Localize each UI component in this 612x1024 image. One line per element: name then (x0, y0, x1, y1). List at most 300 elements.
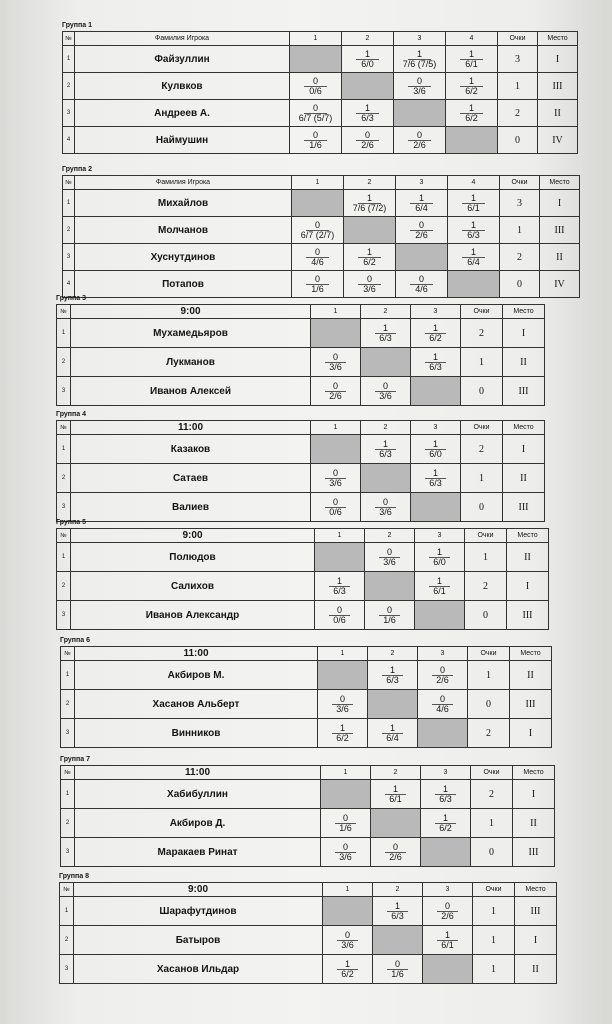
header-num: № (61, 766, 75, 780)
match-win: 0 (325, 382, 346, 392)
player-num: 2 (57, 348, 71, 377)
player-name: Акбиров Д. (75, 809, 321, 838)
table-header (57, 421, 545, 435)
player-row (57, 493, 545, 522)
match-cell (448, 194, 499, 213)
player-name: Иванов Алексей (71, 377, 311, 406)
match-result (415, 543, 465, 572)
player-row (60, 926, 557, 955)
match-result (292, 271, 344, 298)
match-win: 1 (382, 666, 403, 676)
header-points: Очки (465, 529, 507, 543)
match-score: 6/1 (467, 202, 480, 213)
match-result (411, 464, 461, 493)
match-cell (418, 695, 467, 714)
match-score: 6/4 (415, 202, 428, 213)
match-cell (418, 666, 467, 685)
match-result (371, 838, 421, 867)
group-table (62, 31, 578, 154)
match-cell (421, 785, 470, 804)
match-score: 6/1 (441, 939, 454, 950)
match-score: 6/4 (467, 256, 480, 267)
table-header (57, 305, 545, 319)
header-num: № (57, 421, 71, 435)
match-result (411, 348, 461, 377)
player-place: I (510, 719, 552, 748)
player-points: 1 (473, 955, 515, 984)
match-result (423, 926, 473, 955)
player-row (63, 271, 580, 298)
match-cell (423, 931, 472, 950)
match-score: 6/1 (389, 793, 402, 804)
match-cell (411, 324, 460, 343)
header-col-2: 2 (373, 883, 423, 897)
match-result (342, 100, 394, 127)
match-result (373, 897, 423, 926)
player-points: 1 (473, 926, 515, 955)
player-place: III (507, 601, 549, 630)
match-win: 1 (435, 814, 456, 824)
header-place: Место (515, 883, 557, 897)
self-match-cell (411, 377, 461, 406)
match-win: 1 (382, 724, 403, 734)
match-score: 6/1 (433, 585, 446, 596)
player-place: IV (540, 271, 580, 298)
match-score: 2/6 (413, 139, 426, 150)
player-num: 3 (63, 100, 75, 127)
header-place: Место (510, 647, 552, 661)
header-col-3: 3 (421, 766, 471, 780)
match-result (373, 955, 423, 984)
group-table (56, 304, 545, 406)
player-num: 1 (63, 46, 75, 73)
match-win: 1 (425, 469, 446, 479)
match-result (342, 127, 394, 154)
player-row (63, 217, 580, 244)
match-score: 2/6 (436, 674, 449, 685)
player-place: III (515, 897, 557, 926)
header-place: Место (507, 529, 549, 543)
match-result (290, 100, 342, 127)
header-points: Очки (498, 32, 538, 46)
match-result (446, 100, 498, 127)
match-result (311, 464, 361, 493)
self-match-cell (311, 435, 361, 464)
group-table (56, 420, 545, 522)
header-name: Фамилия Игрока (75, 176, 292, 190)
match-score: 6/3 (391, 910, 404, 921)
match-score: 7/6 (7/5) (402, 58, 437, 69)
table-header (63, 176, 580, 190)
match-cell (290, 104, 341, 123)
player-place: III (503, 377, 545, 406)
self-match-cell (448, 271, 500, 298)
player-name: Хабибуллин (75, 780, 321, 809)
match-result (411, 319, 461, 348)
player-row (61, 719, 552, 748)
self-match-cell (361, 464, 411, 493)
player-place: I (538, 46, 578, 73)
match-win: 1 (435, 785, 456, 795)
player-points: 1 (471, 809, 513, 838)
header-col-4: 4 (446, 32, 498, 46)
match-score: 6/2 (465, 112, 478, 123)
match-result (361, 377, 411, 406)
match-cell (373, 960, 422, 979)
start-time: 9:00 (71, 529, 315, 543)
header-place: Место (513, 766, 555, 780)
self-match-cell (344, 217, 396, 244)
header-col-3: 3 (411, 305, 461, 319)
match-score: 3/6 (329, 361, 342, 372)
match-result (368, 719, 418, 748)
self-match-cell (323, 897, 373, 926)
player-place: II (507, 543, 549, 572)
player-num: 2 (63, 217, 75, 244)
match-result (418, 661, 468, 690)
header-place: Место (538, 32, 578, 46)
player-name: Лукманов (71, 348, 311, 377)
player-num: 4 (63, 127, 75, 154)
player-name: Казаков (71, 435, 311, 464)
self-match-cell (365, 572, 415, 601)
player-points: 2 (498, 100, 538, 127)
player-row (63, 100, 578, 127)
match-result (394, 127, 446, 154)
match-score: 4/6 (436, 703, 449, 714)
self-match-cell (396, 244, 448, 271)
match-cell (318, 695, 367, 714)
player-place: I (513, 780, 555, 809)
player-row (57, 348, 545, 377)
match-win: 1 (460, 50, 483, 60)
match-win: 0 (358, 275, 381, 285)
match-win: 1 (375, 324, 396, 334)
header-col-3: 3 (411, 421, 461, 435)
match-result (415, 572, 465, 601)
match-cell (292, 221, 343, 240)
match-cell (448, 248, 499, 267)
player-row (61, 838, 555, 867)
self-match-cell (418, 719, 468, 748)
match-score: 6/7 (2/7) (300, 229, 335, 240)
player-points: 2 (468, 719, 510, 748)
match-result (290, 73, 342, 100)
match-result (418, 690, 468, 719)
group-title: Группа 8 (59, 873, 89, 880)
player-num: 3 (57, 493, 71, 522)
player-num: 2 (57, 464, 71, 493)
match-win: 0 (325, 469, 346, 479)
match-win: 1 (462, 248, 485, 258)
player-row (63, 46, 578, 73)
self-match-cell (361, 348, 411, 377)
match-win: 0 (379, 548, 400, 558)
player-num: 2 (60, 926, 74, 955)
group-title: Группа 1 (62, 22, 92, 29)
match-cell (421, 814, 470, 833)
match-win: 1 (408, 50, 431, 60)
match-cell (371, 843, 420, 862)
player-num: 1 (61, 780, 75, 809)
match-cell (311, 382, 360, 401)
match-cell (371, 785, 420, 804)
player-place: I (503, 435, 545, 464)
group-title: Группа 3 (56, 295, 86, 302)
group-title: Группа 7 (60, 756, 90, 763)
self-match-cell (321, 780, 371, 809)
player-name: Наймушин (75, 127, 290, 154)
header-col-1: 1 (315, 529, 365, 543)
player-points: 2 (471, 780, 513, 809)
header-place: Место (503, 421, 545, 435)
player-place: I (540, 190, 580, 217)
match-result (315, 601, 365, 630)
match-score: 3/6 (329, 477, 342, 488)
match-cell (311, 498, 360, 517)
match-result (292, 217, 344, 244)
match-win: 0 (408, 77, 431, 87)
header-points: Очки (500, 176, 540, 190)
group-table (60, 646, 552, 748)
match-win: 1 (358, 248, 381, 258)
match-cell (411, 440, 460, 459)
player-place: II (515, 955, 557, 984)
self-match-cell (315, 543, 365, 572)
player-place: II (503, 348, 545, 377)
match-score: 3/6 (379, 506, 392, 517)
self-match-cell (373, 926, 423, 955)
self-match-cell (415, 601, 465, 630)
player-row (63, 244, 580, 271)
header-col-3: 3 (423, 883, 473, 897)
player-points: 0 (498, 127, 538, 154)
header-name: Фамилия Игрока (75, 32, 290, 46)
match-result (323, 955, 373, 984)
match-cell (411, 353, 460, 372)
match-win: 1 (462, 194, 485, 204)
match-result (342, 46, 394, 73)
match-cell (368, 666, 417, 685)
match-result (344, 244, 396, 271)
match-win: 1 (425, 440, 446, 450)
match-win: 1 (387, 902, 408, 912)
group-table (62, 175, 580, 298)
match-cell (365, 606, 414, 625)
match-cell (292, 275, 343, 294)
match-result (290, 127, 342, 154)
player-name: Хасанов Ильдар (74, 955, 323, 984)
match-cell (311, 353, 360, 372)
header-points: Очки (473, 883, 515, 897)
header-col-3: 3 (396, 176, 448, 190)
player-row (57, 435, 545, 464)
match-win: 0 (385, 843, 406, 853)
group-table (56, 528, 549, 630)
player-name: Молчанов (75, 217, 292, 244)
match-win: 1 (375, 440, 396, 450)
player-row (57, 572, 549, 601)
header-col-2: 2 (342, 32, 394, 46)
player-row (61, 780, 555, 809)
player-row (57, 601, 549, 630)
match-result (421, 809, 471, 838)
self-match-cell (292, 190, 344, 217)
player-points: 1 (473, 897, 515, 926)
match-result (361, 435, 411, 464)
match-win: 0 (325, 353, 346, 363)
match-score: 6/0 (433, 556, 446, 567)
match-win: 0 (332, 695, 353, 705)
match-result (446, 73, 498, 100)
match-win: 0 (304, 131, 327, 141)
match-score: 2/6 (361, 139, 374, 150)
group-table (60, 765, 555, 867)
match-score: 1/6 (383, 614, 396, 625)
match-score: 6/2 (465, 85, 478, 96)
group-title: Группа 2 (62, 166, 92, 173)
player-num: 3 (57, 601, 71, 630)
player-place: II (510, 661, 552, 690)
player-row (63, 73, 578, 100)
self-match-cell (421, 838, 471, 867)
match-cell (315, 577, 364, 596)
match-cell (323, 931, 372, 950)
header-num: № (57, 305, 71, 319)
match-win: 0 (410, 221, 433, 231)
match-cell (321, 843, 370, 862)
player-points: 0 (468, 690, 510, 719)
player-points: 0 (500, 271, 540, 298)
player-name: Батыров (74, 926, 323, 955)
match-cell (415, 577, 464, 596)
header-col-4: 4 (448, 176, 500, 190)
match-win: 0 (375, 498, 396, 508)
player-points: 1 (498, 73, 538, 100)
match-win: 0 (304, 104, 327, 114)
player-place: II (538, 100, 578, 127)
match-cell (342, 131, 393, 150)
player-num: 3 (63, 244, 75, 271)
player-points: 0 (471, 838, 513, 867)
match-cell (415, 548, 464, 567)
player-name: Хуснутдинов (75, 244, 292, 271)
match-score: 1/6 (391, 968, 404, 979)
player-name: Сатаев (71, 464, 311, 493)
player-points: 1 (500, 217, 540, 244)
match-cell (361, 324, 410, 343)
header-col-2: 2 (344, 176, 396, 190)
match-cell (446, 104, 497, 123)
header-place: Место (540, 176, 580, 190)
header-points: Очки (471, 766, 513, 780)
match-result (446, 46, 498, 73)
match-win: 1 (337, 960, 358, 970)
player-points: 1 (468, 661, 510, 690)
match-cell (396, 194, 447, 213)
match-win: 1 (460, 104, 483, 114)
match-win: 0 (335, 843, 356, 853)
player-name: Иванов Александр (71, 601, 315, 630)
player-name: Кулвков (75, 73, 290, 100)
match-score: 3/6 (336, 703, 349, 714)
player-points: 2 (500, 244, 540, 271)
player-name: Мухамедьяров (71, 319, 311, 348)
header-num: № (63, 32, 75, 46)
player-points: 3 (500, 190, 540, 217)
table-header (57, 529, 549, 543)
match-cell (448, 221, 499, 240)
match-score: 6/3 (429, 361, 442, 372)
player-points: 0 (461, 493, 503, 522)
match-cell (311, 469, 360, 488)
player-name: Валиев (71, 493, 311, 522)
match-result (394, 46, 446, 73)
player-points: 0 (461, 377, 503, 406)
header-col-1: 1 (311, 421, 361, 435)
match-score: 2/6 (415, 229, 428, 240)
match-score: 3/6 (341, 939, 354, 950)
player-place: III (503, 493, 545, 522)
start-time: 9:00 (74, 883, 323, 897)
player-row (61, 690, 552, 719)
player-row (60, 897, 557, 926)
match-result (344, 190, 396, 217)
player-place: I (515, 926, 557, 955)
match-win: 0 (375, 382, 396, 392)
player-name: Винников (75, 719, 318, 748)
match-cell (344, 275, 395, 294)
header-points: Очки (461, 305, 503, 319)
match-result (448, 217, 500, 244)
group-title: Группа 6 (60, 637, 90, 644)
player-num: 2 (61, 809, 75, 838)
match-win: 0 (432, 666, 453, 676)
header-num: № (60, 883, 74, 897)
player-num: 2 (63, 73, 75, 100)
match-win: 0 (356, 131, 379, 141)
match-win: 0 (304, 77, 327, 87)
player-name: Файзуллин (75, 46, 290, 73)
self-match-cell (423, 955, 473, 984)
header-col-1: 1 (290, 32, 342, 46)
player-place: I (503, 319, 545, 348)
match-win: 0 (306, 248, 329, 258)
match-score: 6/1 (465, 58, 478, 69)
header-col-1: 1 (311, 305, 361, 319)
player-num: 3 (61, 838, 75, 867)
match-win: 1 (429, 577, 450, 587)
header-col-1: 1 (321, 766, 371, 780)
match-result (365, 601, 415, 630)
match-score: 6/2 (429, 332, 442, 343)
match-result (311, 493, 361, 522)
player-place: IV (538, 127, 578, 154)
match-cell (446, 50, 497, 69)
player-num: 2 (61, 690, 75, 719)
match-cell (342, 104, 393, 123)
match-score: 1/6 (339, 822, 352, 833)
match-score: 0/6 (333, 614, 346, 625)
self-match-cell (371, 809, 421, 838)
match-cell (361, 498, 410, 517)
player-name: Салихов (71, 572, 315, 601)
match-cell (394, 77, 445, 96)
player-row (61, 809, 555, 838)
header-points: Очки (468, 647, 510, 661)
player-num: 1 (57, 435, 71, 464)
match-score: 6/3 (439, 793, 452, 804)
